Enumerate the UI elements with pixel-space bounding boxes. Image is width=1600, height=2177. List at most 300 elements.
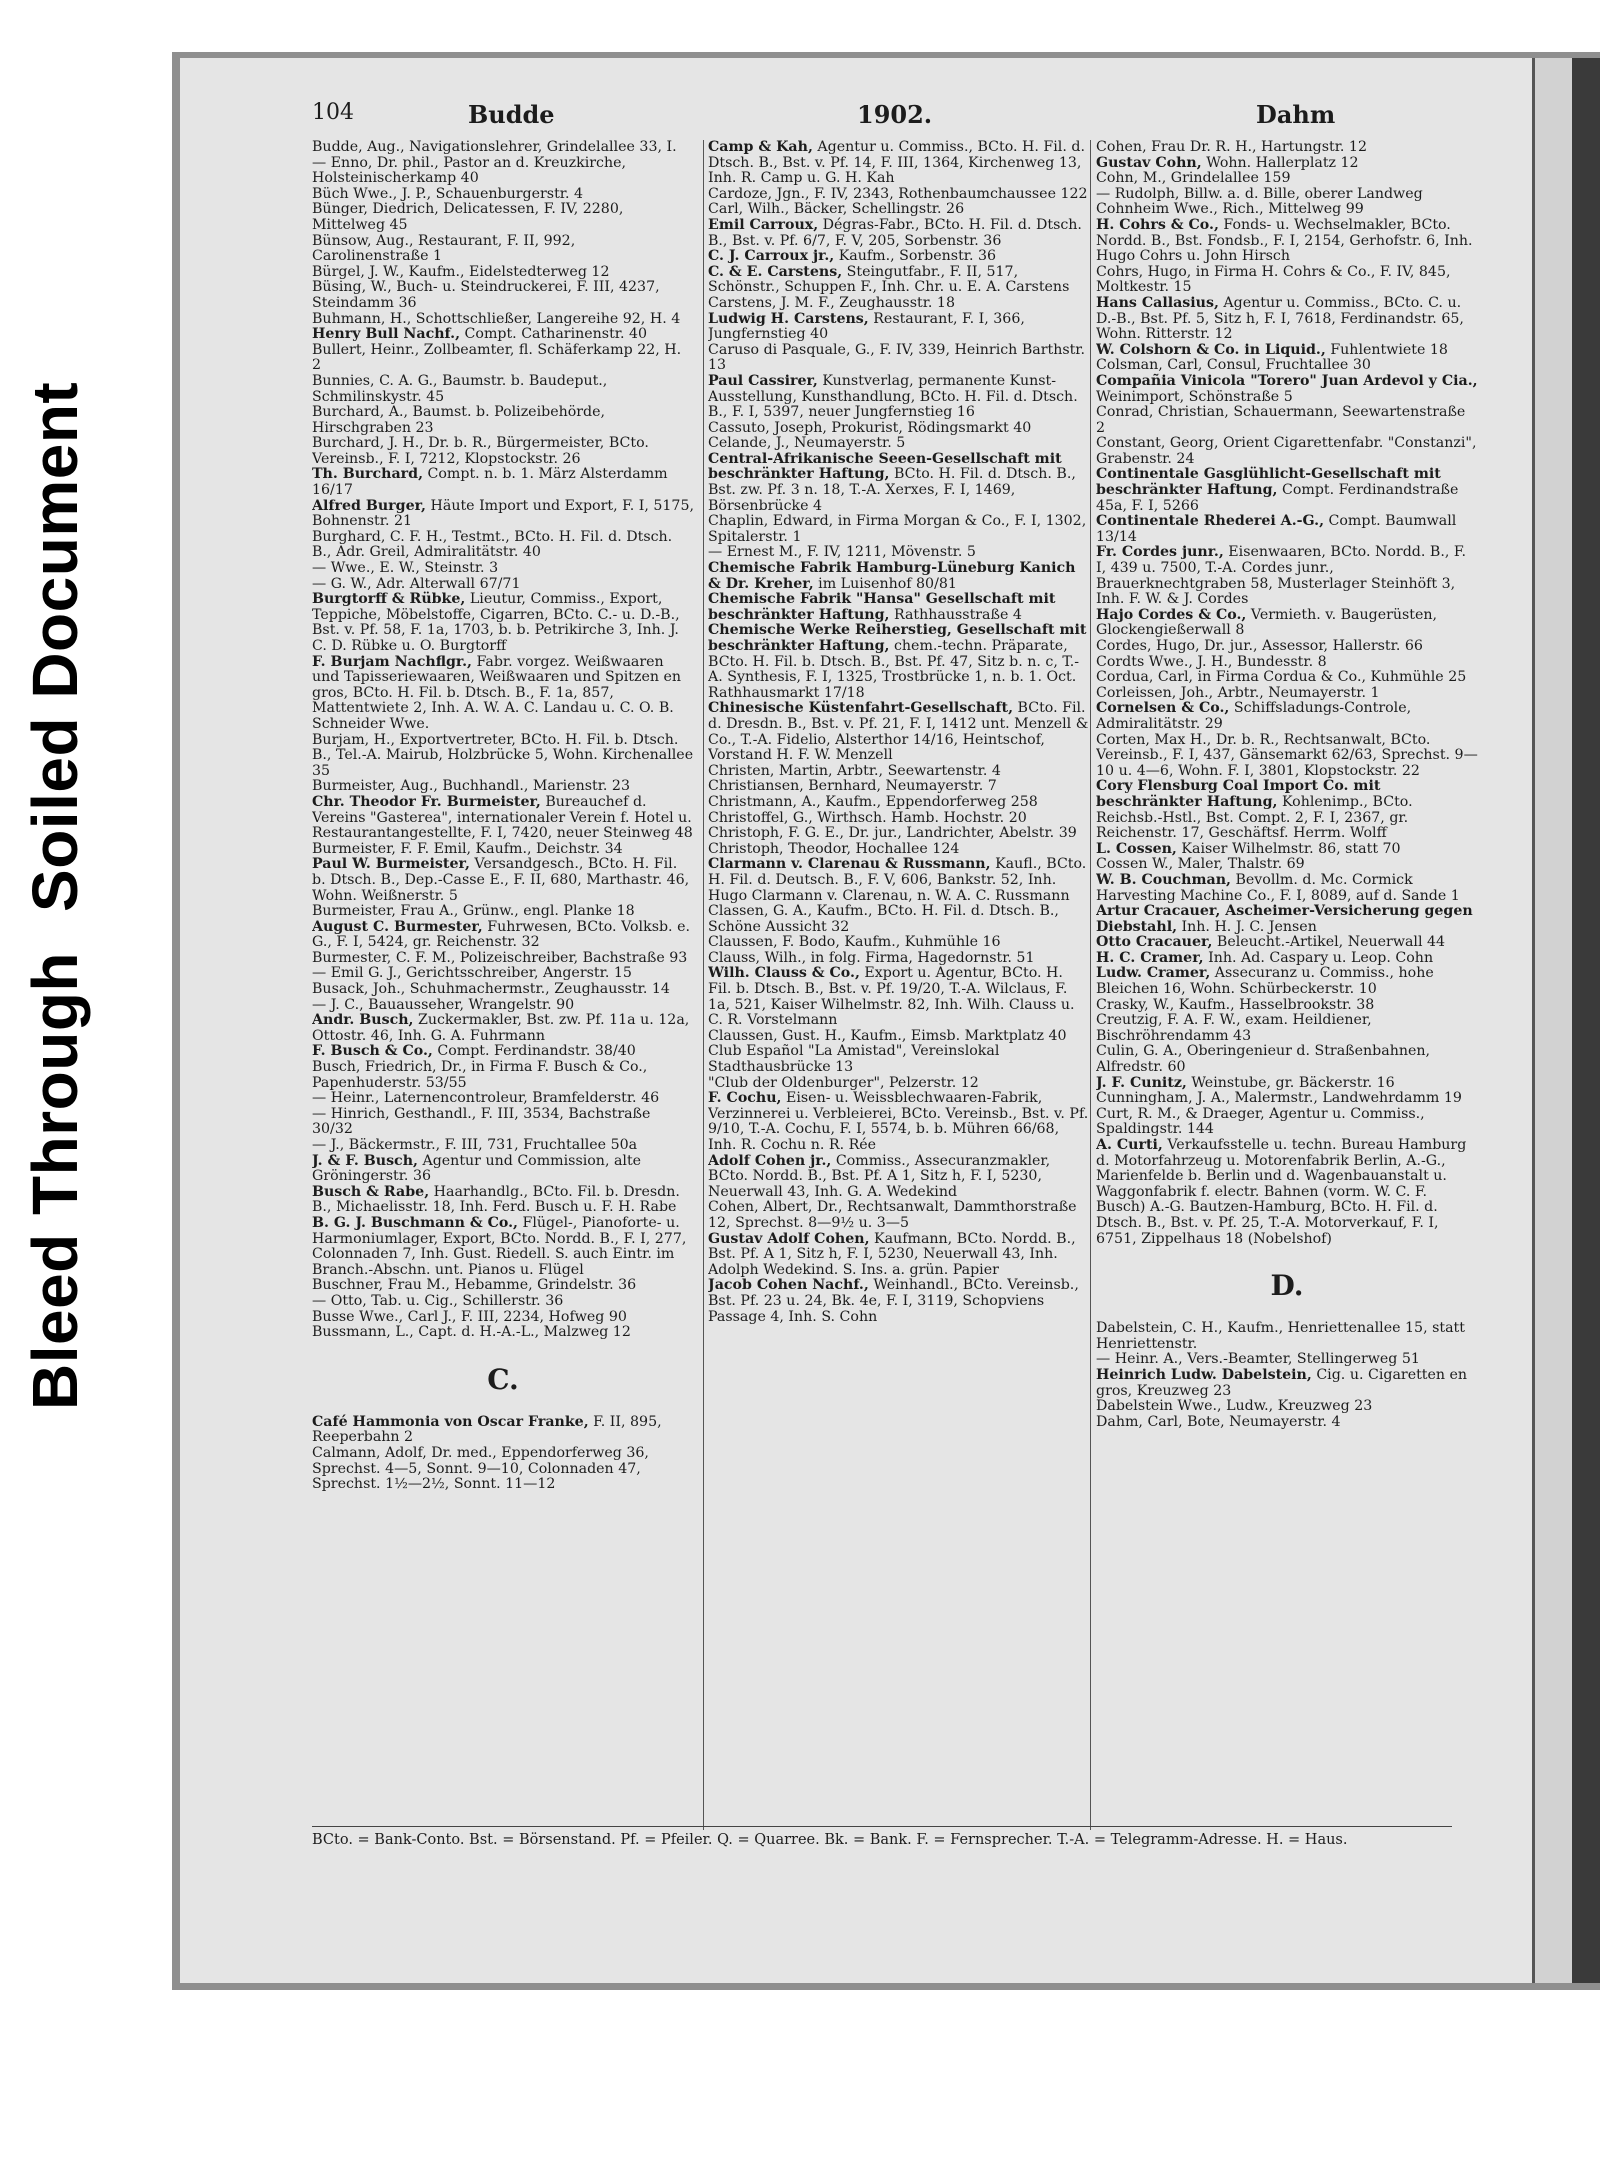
directory-entry (312, 1060, 694, 1091)
entry-details: Bullert, Heinr., Zollbeamter, fl. Schäferkamp 22, H. 2 (312, 341, 682, 374)
entry-details: Fuhlentwiete 18 (1325, 341, 1448, 358)
entry-details: Burmester, C. F. M., Polizeischreiber, Bachstraße 93 (312, 949, 688, 966)
directory-entry (708, 140, 1090, 187)
entry-details: Claussen, F. Bodo, Kaufm., Kuhmühle 16 (708, 934, 1001, 951)
entry-details: Restaurant, F. I, 366, Jungfernstieg 40 (708, 310, 1025, 343)
directory-entry (708, 374, 1090, 421)
directory-entry (1096, 1399, 1478, 1415)
directory-entry (708, 1278, 1090, 1325)
directory-entry (708, 966, 1090, 1028)
directory-entry (1096, 1352, 1478, 1368)
entry-firm-name: Central-Afrikanische Seeen-Gesellschaft mit beschränkter Haftung, (708, 450, 1062, 483)
directory-entry (708, 202, 1090, 218)
entry-details: Compt. Ferdinandstr. 38/40 (432, 1043, 636, 1060)
entry-details: — Enno, Dr. phil., Pastor an d. Kreuzkirche, Holsteinischerkamp 40 (312, 154, 627, 187)
directory-entry (708, 904, 1090, 935)
entry-details: Dabelstein Wwe., Ludw., Kreuzweg 23 (1096, 1398, 1373, 1415)
directory-entry (1096, 405, 1478, 436)
entry-details: Compt. n. b. 1. März Alsterdamm 16/17 (312, 466, 668, 499)
entry-details: Kaufmann, BCto. Nordd. B., Bst. Pf. A 1, Sitz h, F. I, 5230, Neuerwall 43, Inh. Adolph Wedekind. S. Ins. a. grün. Papier (708, 1230, 1076, 1278)
entry-details: Bevollm. d. Mc. Cormick Harvesting Machine Co., F. I, 8089, auf d. Sande 1 (1096, 871, 1460, 904)
entry-details: Kaufl., BCto. H. Fil. d. Deutsch. B., F. V, 606, Bankstr. 52, Inh. Hugo Clarmann v. Clarenau, n. W. A. C. Russmann (708, 856, 1087, 904)
directory-entry (708, 514, 1090, 545)
directory-entry (708, 1076, 1090, 1092)
entry-details: Crasky, W., Kaufm., Hasselbrookstr. 38 (1096, 996, 1375, 1013)
entry-details: Busse Wwe., Carl J., F. III, 2234, Hofweg 90 (312, 1308, 627, 1325)
entry-details: Export u. Agentur, BCto. H. Fil. b. Dtsch. B., Bst. v. Pf. 19/20, T.-A. Wilclaus, F. 1a, 521, Kaiser Wilhelmstr. 82, Inh. Wilh. Clauss u. C. R. Vorstelmann (708, 965, 1075, 1029)
directory-entry (1096, 187, 1478, 203)
directory-entry (708, 1044, 1090, 1075)
directory-column-1 (312, 140, 694, 1830)
directory-entry (1096, 1368, 1478, 1399)
entry-details: Bussmann, L., Capt. d. H.-A.-L., Malzweg 12 (312, 1324, 631, 1341)
directory-entry (708, 561, 1090, 592)
directory-entry (1096, 904, 1478, 935)
directory-entry (312, 1278, 694, 1294)
entry-details: Buhmann, H., Schottschließer, Langereihe 92, H. 4 (312, 310, 681, 327)
directory-entry (708, 592, 1090, 623)
entry-details: Bünsow, Aug., Restaurant, F. II, 992, Carolinenstraße 1 (312, 232, 576, 265)
directory-entry (312, 202, 694, 233)
entry-details: Lieutur, Commiss., Export, Teppiche, Möbelstoffe, Cigarren, BCto. C.- u. D.-B., Bst. v. Pf. 58, F. 1a, 1703, b. b. Petrikirche 3, Inh. J. C. D. Rübke u. O. Burgtorff (312, 591, 680, 654)
directory-entry (312, 1415, 694, 1446)
entry-details: Christoph, F. G. E., Dr. jur., Landrichter, Abelstr. 39 (708, 825, 1077, 842)
entry-details: Celande, J., Neumayerstr. 5 (708, 435, 906, 452)
directory-entry (312, 405, 694, 436)
entry-details: — Hinrich, Gesthandl., F. III, 3534, Bachstraße 30/32 (312, 1105, 651, 1138)
entry-details: Inh. H. J. C. Jensen (1177, 918, 1317, 935)
directory-entry (1096, 296, 1478, 343)
entry-firm-name: Adolf Cohen jr., (708, 1152, 832, 1169)
directory-entry (312, 327, 694, 343)
binding-shadow (1572, 58, 1600, 1983)
directory-entry (1096, 842, 1478, 858)
directory-entry (1096, 655, 1478, 671)
directory-entry (312, 1044, 694, 1060)
entry-details: Inh. Ad. Caspary u. Leop. Cohn (1203, 949, 1434, 966)
directory-entry (708, 249, 1090, 265)
entry-firm-name: F. Cochu, (708, 1090, 782, 1107)
entry-details: — Wwe., E. W., Steinstr. 3 (312, 560, 499, 577)
entry-details: Burmeister, Aug., Buchhandl., Marienstr. 23 (312, 778, 630, 795)
directory-entry (1096, 171, 1478, 187)
directory-entry (312, 857, 694, 904)
entry-details: BCto. H. Fil. d. Dtsch. B., Bst. zw. Pf. 3 n. 18, T.-A. Xerxes, F. I, 1469, Börsenbrücke 4 (708, 466, 1076, 514)
entry-firm-name: Andr. Busch, (312, 1012, 414, 1029)
entry-firm-name: F. Busch & Co., (312, 1043, 433, 1060)
entry-details: Calmann, Adolf, Dr. med., Eppendorferweg 36, Sprechst. 4—5, Sonnt. 9—10, Colonnaden 47, Sprechst. 1½—2½, Sonnt. 11—12 (312, 1444, 649, 1493)
entry-details: Christoph, Theodor, Hochallee 124 (708, 840, 960, 857)
entry-details: — Heinr., Laternencontroleur, Bramfelderstr. 46 (312, 1090, 660, 1107)
directory-entry (312, 312, 694, 328)
entry-details: Kohlenimp., BCto. Reichsb.-Hstl., Bst. Compt. 2, F. I, 2367, gr. Reichenstr. 17, Geschäftsf. Herrm. Wolff (1096, 793, 1413, 842)
entry-details: Wohn. Hallerplatz 12 (1201, 154, 1359, 171)
entry-details: Burchard, A., Baumst. b. Polizeibehörde, Hirschgraben 23 (312, 404, 606, 436)
entry-firm-name: Continentale Rhederei A.-G., (1096, 513, 1325, 530)
entry-firm-name: Heinrich Ludw. Dabelstein, (1096, 1366, 1312, 1383)
directory-entry (1096, 670, 1478, 686)
directory-entry (1096, 1091, 1478, 1107)
entry-details: — J., Bäckermstr., F. III, 731, Fruchtallee 50a (312, 1137, 638, 1153)
entry-details: Cardoze, Jgn., F. IV, 2343, Rothenbaumchaussee 122 (708, 185, 1088, 202)
directory-entry (708, 265, 1090, 296)
entry-firm-name: A. Curti, (1096, 1137, 1163, 1153)
directory-entry (312, 1185, 694, 1216)
entry-firm-name: Otto Cracauer, (1096, 934, 1213, 951)
directory-entry (312, 842, 694, 858)
entry-details: — Rudolph, Billw. a. d. Bille, oberer Landweg (1096, 185, 1423, 202)
entry-firm-name: Chemische Fabrik Hamburg-Lüneburg Kanich & Dr. Kreher, (708, 560, 1076, 592)
directory-entry (1096, 1138, 1478, 1247)
directory-entry (708, 436, 1090, 452)
entry-details: Eisen- u. Weissblechwaaren-Fabrik, Verzinnerei u. Verbleierei, BCto. Vereinsb., Bst. v. Pf. 9/10, T.-A. Cochu, F. I, 5574, b. b. Mühren 66/68, Inh. R. Cochu n. R. Rée (708, 1090, 1089, 1153)
directory-entry (312, 904, 694, 920)
entry-firm-name: Ludwig H. Carstens, (708, 310, 869, 327)
entry-details: Rathhausstraße 4 (889, 606, 1022, 623)
directory-entry (312, 265, 694, 281)
directory-entry (708, 545, 1090, 561)
entry-details: Schiffsladungs-Controle, Admiralitätstr. 29 (1096, 700, 1412, 732)
directory-entry (1096, 265, 1478, 296)
entry-firm-name: Busch & Rabe, (312, 1183, 430, 1200)
directory-entry (312, 1013, 694, 1044)
entry-details: Agentur u. Commiss., BCto. H. Fil. d. Dtsch. B., Bst. v. Pf. 14, F. III, 1364, Kirchenweg 13, Inh. R. Camp u. G. H. Kah (708, 140, 1085, 187)
entry-firm-name: W. B. Couchman, (1096, 871, 1231, 888)
running-head-year: 1902. (857, 100, 933, 129)
footer-rule (312, 1826, 1452, 1827)
entry-details: Compt. Ferdinandstraße 45a, F. I, 5266 (1096, 482, 1459, 514)
entry-details: Cunningham, J. A., Malermstr., Landwehrdamm 19 (1096, 1090, 1462, 1107)
entry-details: Agentur u. Commiss., BCto. C. u. D.-B., Bst. Pf. 5, Sitz h, F. I, 7618, Ferdinandstr. 65, Wohn. Ritterstr. 12 (1096, 294, 1464, 343)
directory-entry (708, 1154, 1090, 1201)
directory-entry (312, 592, 694, 654)
entry-details: Agentur und Commission, alte Gröningerstr. 36 (312, 1152, 642, 1185)
entry-details: Fonds- u. Wechselmakler, BCto. Nordd. B., Bst. Fondsb., F. I, 2154, Gerhofstr. 6, Inh. Hugo Cohrs u. John Hirsch (1096, 216, 1473, 265)
entry-details: Dahm, Carl, Bote, Neumayerstr. 4 (1096, 1413, 1341, 1430)
page-number: 104 (312, 100, 354, 125)
directory-entry (708, 1232, 1090, 1279)
entry-firm-name: Henry Bull Nachf., (312, 326, 461, 343)
entry-details: Christiansen, Bernhard, Neumayerstr. 7 (708, 778, 997, 795)
directory-entry (708, 312, 1090, 343)
entry-firm-name: Wilh. Clauss & Co., (708, 965, 860, 982)
entry-firm-name: Clarmann v. Clarenau & Russmann, (708, 856, 991, 873)
entry-firm-name: Artur Cracauer, Ascheimer-Versicherung gegen Diebstahl, (1096, 903, 1473, 935)
watermark-part1: Bleed Through (19, 951, 91, 1410)
directory-entry (708, 623, 1090, 701)
entry-details: BCto. Fil. d. Dresdn. B., Bst. v. Pf. 21, F. I, 1412 unt. Menzell & Co., T.-A. Fidelio, Alsterthor 14/16, Heintschof, Vorstand H. F. W. Menzell (708, 700, 1089, 764)
directory-entry (312, 156, 694, 187)
entry-details: Bünger, Diedrich, Delicatessen, F. IV, 2280, Mittelweg 45 (312, 201, 624, 233)
directory-entry (312, 499, 694, 530)
entry-details: Beleucht.-Artikel, Neuerwall 44 (1212, 934, 1446, 951)
directory-entry (312, 655, 694, 733)
directory-entry (1096, 545, 1478, 607)
directory-entry (708, 1029, 1090, 1045)
directory-entry (708, 343, 1090, 374)
entry-firm-name: August C. Burmester, (312, 918, 483, 935)
entry-details: F. II, 895, Reeperbahn 2 (312, 1413, 662, 1446)
directory-entry (708, 701, 1090, 763)
directory-entry (1096, 343, 1478, 359)
entry-details: Dabelstein, C. H., Kaufm., Henriettenallee 15, statt Henriettenstr. (1096, 1320, 1465, 1352)
entry-details: Budde, Aug., Navigationslehrer, Grindelallee 33, I. (312, 140, 677, 155)
entry-details: Clauss, Wilh., in folg. Firma, Hagedornstr. 51 (708, 949, 1035, 966)
entry-firm-name: Jacob Cohen Nachf., (708, 1277, 869, 1294)
entry-firm-name: Chinesische Küstenfahrt-Gesellschaft, (708, 700, 1014, 717)
section-letter: C. (487, 1362, 519, 1396)
directory-entry (1096, 1321, 1478, 1352)
entry-firm-name: Gustav Adolf Cohen, (708, 1230, 870, 1247)
directory-entry (312, 998, 694, 1014)
entry-details: Burjam, H., Exportvertreter, BCto. H. Fil. b. Dtsch. B., Tel.-A. Mairub, Holzbrücke 5, Wohn. Kirchenallee 35 (312, 731, 694, 779)
directory-entry (312, 234, 694, 265)
directory-entry (312, 1310, 694, 1326)
entry-details: Burchard, J. H., Dr. b. R., Bürgermeister, BCto. Vereinsb., F. I, 7212, Klopstockstr. 26 (312, 435, 649, 467)
directory-entry (312, 1138, 694, 1154)
entry-firm-name: Ludw. Cramer, (1096, 965, 1211, 982)
entry-details: Commiss., Assecuranzmakler, BCto. Nordd. B., Bst. Pf. A 1, Sitz h, F. I, 5230, Neuerwall 43, Inh. G. A. Wedekind (708, 1152, 1051, 1200)
directory-entry (708, 421, 1090, 437)
directory-entry (1096, 467, 1478, 514)
directory-entry (312, 982, 694, 998)
entry-details: Chaplin, Edward, in Firma Morgan & Co., F. I, 1302, Spitalerstr. 1 (708, 513, 1087, 545)
entry-details: Compt. Baumwall 13/14 (1096, 513, 1457, 545)
directory-entry (312, 1216, 694, 1278)
entry-details: — J. C., Bauausseher, Wrangelstr. 90 (312, 996, 575, 1013)
entry-details: Corten, Max H., Dr. b. R., Rechtsanwalt, BCto. Vereinsb., F. I, 437, Gänsemarkt 62/63, Sprechst. 9—10 u. 4—6, Wohn. F. I, 3801, Klopstockstr. 22 (1096, 731, 1478, 779)
entry-details: Kaiser Wilhelmstr. 86, statt 70 (1176, 840, 1401, 857)
entry-details: Weinhandl., BCto. Vereinsb., Bst. Pf. 23 u. 24, Bk. 4e, F. I, 3119, Schopviens Passage 4, Inh. S. Cohn (708, 1277, 1079, 1325)
directory-entry (708, 218, 1090, 249)
directory-entry (312, 577, 694, 593)
entry-firm-name: C. J. Carroux jr., (708, 248, 835, 265)
entry-details: Cig. u. Cigaretten en gros, Kreuzweg 23 (1096, 1366, 1468, 1399)
directory-entry (708, 811, 1090, 827)
entry-firm-name: Paul Cassirer, (708, 372, 818, 389)
entry-details: Busch, Friedrich, Dr., in Firma F. Busch & Co., Papenhuderstr. 53/55 (312, 1059, 648, 1091)
directory-entry (1096, 218, 1478, 265)
directory-entry (312, 343, 694, 374)
entry-firm-name: Burgtorff & Rübke, (312, 591, 466, 608)
directory-entry (312, 280, 694, 311)
directory-entry (1096, 1044, 1478, 1075)
directory-entry (708, 842, 1090, 858)
entry-details: — Otto, Tab. u. Cig., Schillerstr. 36 (312, 1292, 564, 1309)
directory-entry (1096, 156, 1478, 172)
directory-entry (1096, 686, 1478, 702)
entry-details: Christoffel, G., Wirthsch. Hamb. Hochstr. 20 (708, 809, 1027, 826)
section-letter: D. (1270, 1269, 1304, 1303)
directory-entry (1096, 1013, 1478, 1044)
directory-entry (1096, 1415, 1478, 1431)
entry-firm-name: Th. Burchard, (312, 466, 424, 483)
entry-firm-name: Hajo Cordes & Co., (1096, 606, 1247, 623)
directory-entry (1096, 358, 1478, 374)
directory-entry (1096, 140, 1478, 156)
directory-entry (1096, 857, 1478, 873)
entry-details: Verkaufsstelle u. techn. Bureau Hamburg d. Motorfahrzeug u. Motorenfabrik Berlin, A.-G., Marienfelde b. Berlin und d. Wagenbauanstalt u. Waggonfabrik f. electr. Bahnen (vorm. W. C. F. Busch) A.-G. Bautzen-Hamburg, BCto. H. Fil. d. Dtsch. B., Bst. v. Pf. 25, T.-A. Motorverkauf, F. I, 6751, Zippelhaus 18 (Nobelshof) (1096, 1137, 1467, 1247)
entry-details: — G. W., Adr. Alterwall 67/71 (312, 575, 521, 592)
entry-details: Curt, R. M., & Draeger, Agentur u. Commiss., Spaldingstr. 144 (1096, 1105, 1425, 1138)
directory-entry (708, 296, 1090, 312)
directory-entry (1096, 608, 1478, 639)
entry-firm-name: Cory Flensburg Coal Import Co. mit beschränkter Haftung, (1096, 778, 1381, 810)
entry-details: Fuhrwesen, BCto. Volksb. e. G., F. I, 5424, gr. Reichenstr. 32 (312, 918, 690, 951)
directory-entry (312, 920, 694, 951)
entry-details: Weinimport, Schönstraße 5 (1096, 388, 1293, 405)
entry-details: Cohnheim Wwe., Rich., Mittelweg 99 (1096, 201, 1364, 218)
entry-firm-name: Alfred Burger, (312, 497, 426, 514)
entry-details: Classen, G. A., Kaufm., BCto. H. Fil. d. Dtsch. B., Schöne Aussicht 32 (708, 903, 1059, 935)
entry-details: Zuckermakler, Bst. zw. Pf. 11a u. 12a, Ottostr. 46, Inh. G. A. Fuhrmann (312, 1012, 690, 1044)
directory-entry (312, 1107, 694, 1138)
entry-details: Assecuranz u. Commiss., hohe Bleichen 16, Wohn. Schürbeckerstr. 10 (1096, 965, 1434, 998)
entry-details: Cohen, Albert, Dr., Rechtsanwalt, Dammthorstraße 12, Sprechst. 8—9½ u. 3—5 (708, 1199, 1077, 1231)
entry-details: Creutzig, F. A. F. W., exam. Heildiener, Bischröhrendamm 43 (1096, 1012, 1372, 1044)
entry-details: "Club der Oldenburger", Pelzerstr. 12 (708, 1074, 979, 1091)
entry-details: Carstens, J. M. F., Zeughausstr. 18 (708, 294, 955, 311)
entry-details: — Heinr. A., Vers.-Beamter, Stellingerweg 51 (1096, 1351, 1420, 1368)
entry-firm-name: Chemische Werke Reiherstieg, Gesellschaft mit beschränkter Haftung, (708, 622, 1087, 654)
abbreviation-legend: BCto. = Bank-Conto. Bst. = Börsenstand. Pf. = Pfeiler. Q. = Quarree. Bk. = Bank. F. = Fernsprecher. T.-A. = Telegramm-Adresse. H. = Haus. (312, 1832, 1348, 1848)
entry-details: Colsman, Carl, Consul, Fruchtallee 30 (1096, 357, 1371, 374)
directory-entry (312, 1091, 694, 1107)
entry-details: Weinstube, gr. Bäckerstr. 16 (1186, 1074, 1395, 1091)
directory-entry (1096, 1107, 1478, 1138)
directory-entry (312, 1294, 694, 1310)
entry-details: Cordts Wwe., J. H., Bundesstr. 8 (1096, 653, 1327, 670)
directory-entry (1096, 998, 1478, 1014)
entry-details: — Emil G. J., Gerichtsschreiber, Angerstr. 15 (312, 965, 632, 982)
entry-details: Corleissen, Joh., Arbtr., Neumayerstr. 1 (1096, 684, 1380, 701)
entry-details: Buschner, Frau M., Hebamme, Grindelstr. 36 (312, 1277, 637, 1294)
entry-details: Cassuto, Joseph, Prokurist, Rödingsmarkt 40 (708, 419, 1032, 436)
directory-entry (708, 1091, 1090, 1153)
directory-entry (312, 966, 694, 982)
directory-entry (312, 436, 694, 467)
entry-details: Bunnies, C. A. G., Baumstr. b. Baudeput., Schmilinskystr. 45 (312, 372, 608, 405)
entry-details: Christen, Martin, Arbtr., Seewartenstr. 4 (708, 762, 1001, 779)
directory-entry (312, 187, 694, 203)
entry-details: Conrad, Christian, Schauermann, Seewartenstraße 2 (1096, 404, 1466, 436)
entry-details: Cohn, M., Grindelallee 159 (1096, 170, 1291, 187)
entry-details: Kaufm., Sorbenstr. 36 (834, 248, 997, 265)
directory-entry (312, 140, 694, 156)
entry-firm-name: C. & E. Carstens, (708, 263, 843, 280)
directory-column-3 (1096, 140, 1478, 1830)
entry-details: chem.-techn. Präparate, BCto. H. Fil. b. Dtsch. B., Bst. Pf. 47, Sitz b. n. c, T.-A. Synthesis, F. I, 1325, Trostbrücke 1, n. b. 1. Oct. Rathhausmarkt 17/18 (708, 638, 1080, 701)
directory-entry (1096, 514, 1478, 545)
entry-details: Busack, Joh., Schuhmachermstr., Zeughausstr. 14 (312, 981, 670, 998)
directory-entry (708, 187, 1090, 203)
directory-entry (312, 530, 694, 561)
directory-entry (1096, 374, 1478, 405)
directory-entry (708, 764, 1090, 780)
entry-details: Burmeister, F. F. Emil, Kaufm., Deichstr. 34 (312, 840, 623, 857)
column-divider (703, 140, 704, 1830)
entry-details: Versandgesch., BCto. H. Fil. b. Dtsch. B., Dep.-Casse E., F. II, 680, Marthastr. 46, Wohn. Weißnerstr. 5 (312, 856, 690, 904)
entry-details: Cossen W., Maler, Thalstr. 69 (1096, 856, 1305, 873)
directory-entry (708, 826, 1090, 842)
entry-details: Steingutfabr., F. II, 517, Schönstr., Schuppen F., Inh. Chr. u. E. A. Carstens (708, 263, 1070, 296)
directory-entry (1096, 639, 1478, 655)
entry-details: Fabr. vorgez. Weißwaaren und Tapisseriewaaren, Weißwaaren und Spitzen en gros, BCto. H. Fil. b. Dtsch. B., F. 1a, 857, Mattentwiete 2, Inh. A. W. A. C. Landau u. C. O. B. Schneider Wwe. (312, 653, 682, 732)
directory-entry (1096, 1076, 1478, 1092)
entry-firm-name: Chemische Fabrik "Hansa" Gesellschaft mit beschränkter Haftung, (708, 591, 1056, 623)
directory-entry (1096, 935, 1478, 951)
entry-details: Constant, Georg, Orient Cigarettenfabr. "Constanzi", Grabenstr. 24 (1096, 435, 1477, 467)
directory-entry (312, 1154, 694, 1185)
entry-details: — Ernest M., F. IV, 1211, Mövenstr. 5 (708, 544, 976, 561)
entry-firm-name: F. Burjam Nachflgr., (312, 653, 472, 670)
directory-entry (1096, 779, 1478, 841)
directory-entry (1096, 436, 1478, 467)
entry-firm-name: Hans Callasius, (1096, 294, 1219, 311)
directory-entry (312, 374, 694, 405)
directory-entry (312, 733, 694, 780)
directory-entry (708, 857, 1090, 904)
entry-firm-name: L. Cossen, (1096, 840, 1177, 857)
entry-details: Bürgel, J. W., Kaufm., Eidelstedterweg 12 (312, 263, 610, 280)
entry-firm-name: W. Colshorn & Co. in Liquid., (1096, 341, 1326, 358)
column-divider (1090, 140, 1091, 1830)
entry-details: Häute Import und Export, F. I, 5175, Bohnenstr. 21 (312, 497, 694, 530)
directory-entry (312, 951, 694, 967)
directory-entry (708, 1200, 1090, 1231)
directory-entry (1096, 733, 1478, 780)
entry-firm-name: Paul W. Burmeister, (312, 856, 470, 873)
entry-details: Kunstverlag, permanente Kunst-Ausstellung, Kunsthandlung, BCto. H. Fil. d. Dtsch. B., F. I, 5397, neuer Jungfernstieg 16 (708, 372, 1078, 421)
entry-firm-name: Café Hammonia von Oscar Franke, (312, 1413, 589, 1430)
entry-details: Vermieth. v. Baugerüsten, Glockengießerwall 8 (1096, 606, 1438, 639)
entry-details: Culin, G. A., Oberingenieur d. Straßenbahnen, Alfredstr. 60 (1096, 1043, 1431, 1076)
next-page-edge (1532, 58, 1575, 1983)
entry-firm-name: J. & F. Busch, (312, 1152, 418, 1169)
directory-entry (1096, 873, 1478, 904)
entry-firm-name: H. C. Cramer, (1096, 949, 1204, 966)
entry-details: Büch Wwe., J. P., Schauenburgerstr. 4 (312, 185, 584, 202)
entry-details: Haarhandlg., BCto. Fil. b. Dresdn. B., Michaelisstr. 18, Inh. Ferd. Busch u. F. H. Rabe (312, 1183, 680, 1216)
entry-details: Cohrs, Hugo, in Firma H. Cohrs & Co., F. IV, 845, Moltkestr. 15 (1096, 263, 1451, 296)
directory-entry (312, 795, 694, 842)
entry-firm-name: H. Cohrs & Co., (1096, 216, 1219, 233)
entry-firm-name: B. G. J. Buschmann & Co., (312, 1214, 519, 1231)
entry-firm-name: J. F. Cunitz, (1096, 1074, 1187, 1091)
entry-details: Cordua, Carl, in Firma Cordua & Co., Kuhmühle 25 (1096, 669, 1467, 686)
entry-firm-name: Continentale Gasglühlicht-Gesellschaft mit beschränkter Haftung, (1096, 466, 1441, 499)
entry-details: Burghard, C. F. H., Testmt., BCto. H. Fil. d. Dtsch. B., Adr. Greil, Admiralitätstr. 40 (312, 528, 673, 561)
entry-details: Claussen, Gust. H., Kaufm., Eimsb. Marktplatz 40 (708, 1027, 1067, 1044)
entry-firm-name: Emil Carroux, (708, 216, 819, 233)
directory-entry (312, 467, 694, 498)
entry-firm-name: Compañia Vinicola "Torero" Juan Ardevol y Cia., (1096, 372, 1478, 389)
entry-firm-name: Gustav Cohn, (1096, 154, 1202, 171)
entry-details: Cohen, Frau Dr. R. H., Hartungstr. 12 (1096, 140, 1367, 155)
watermark-part2: Soiled Document (19, 381, 91, 912)
directory-entry (1096, 202, 1478, 218)
entry-details: im Luisenhof 80/81 (813, 575, 957, 592)
directory-column-2 (708, 140, 1090, 1830)
directory-entry (312, 1446, 694, 1493)
entry-details: Christmann, A., Kaufm., Eppendorferweg 258 (708, 793, 1038, 810)
directory-entry (1096, 951, 1478, 967)
directory-entry (1096, 701, 1478, 732)
entry-firm-name: Fr. Cordes junr., (1096, 544, 1224, 561)
entry-details: Burmeister, Frau A., Grünw., engl. Planke 18 (312, 903, 635, 920)
entry-firm-name: Cornelsen & Co., (1096, 700, 1230, 717)
directory-entry (708, 452, 1090, 514)
